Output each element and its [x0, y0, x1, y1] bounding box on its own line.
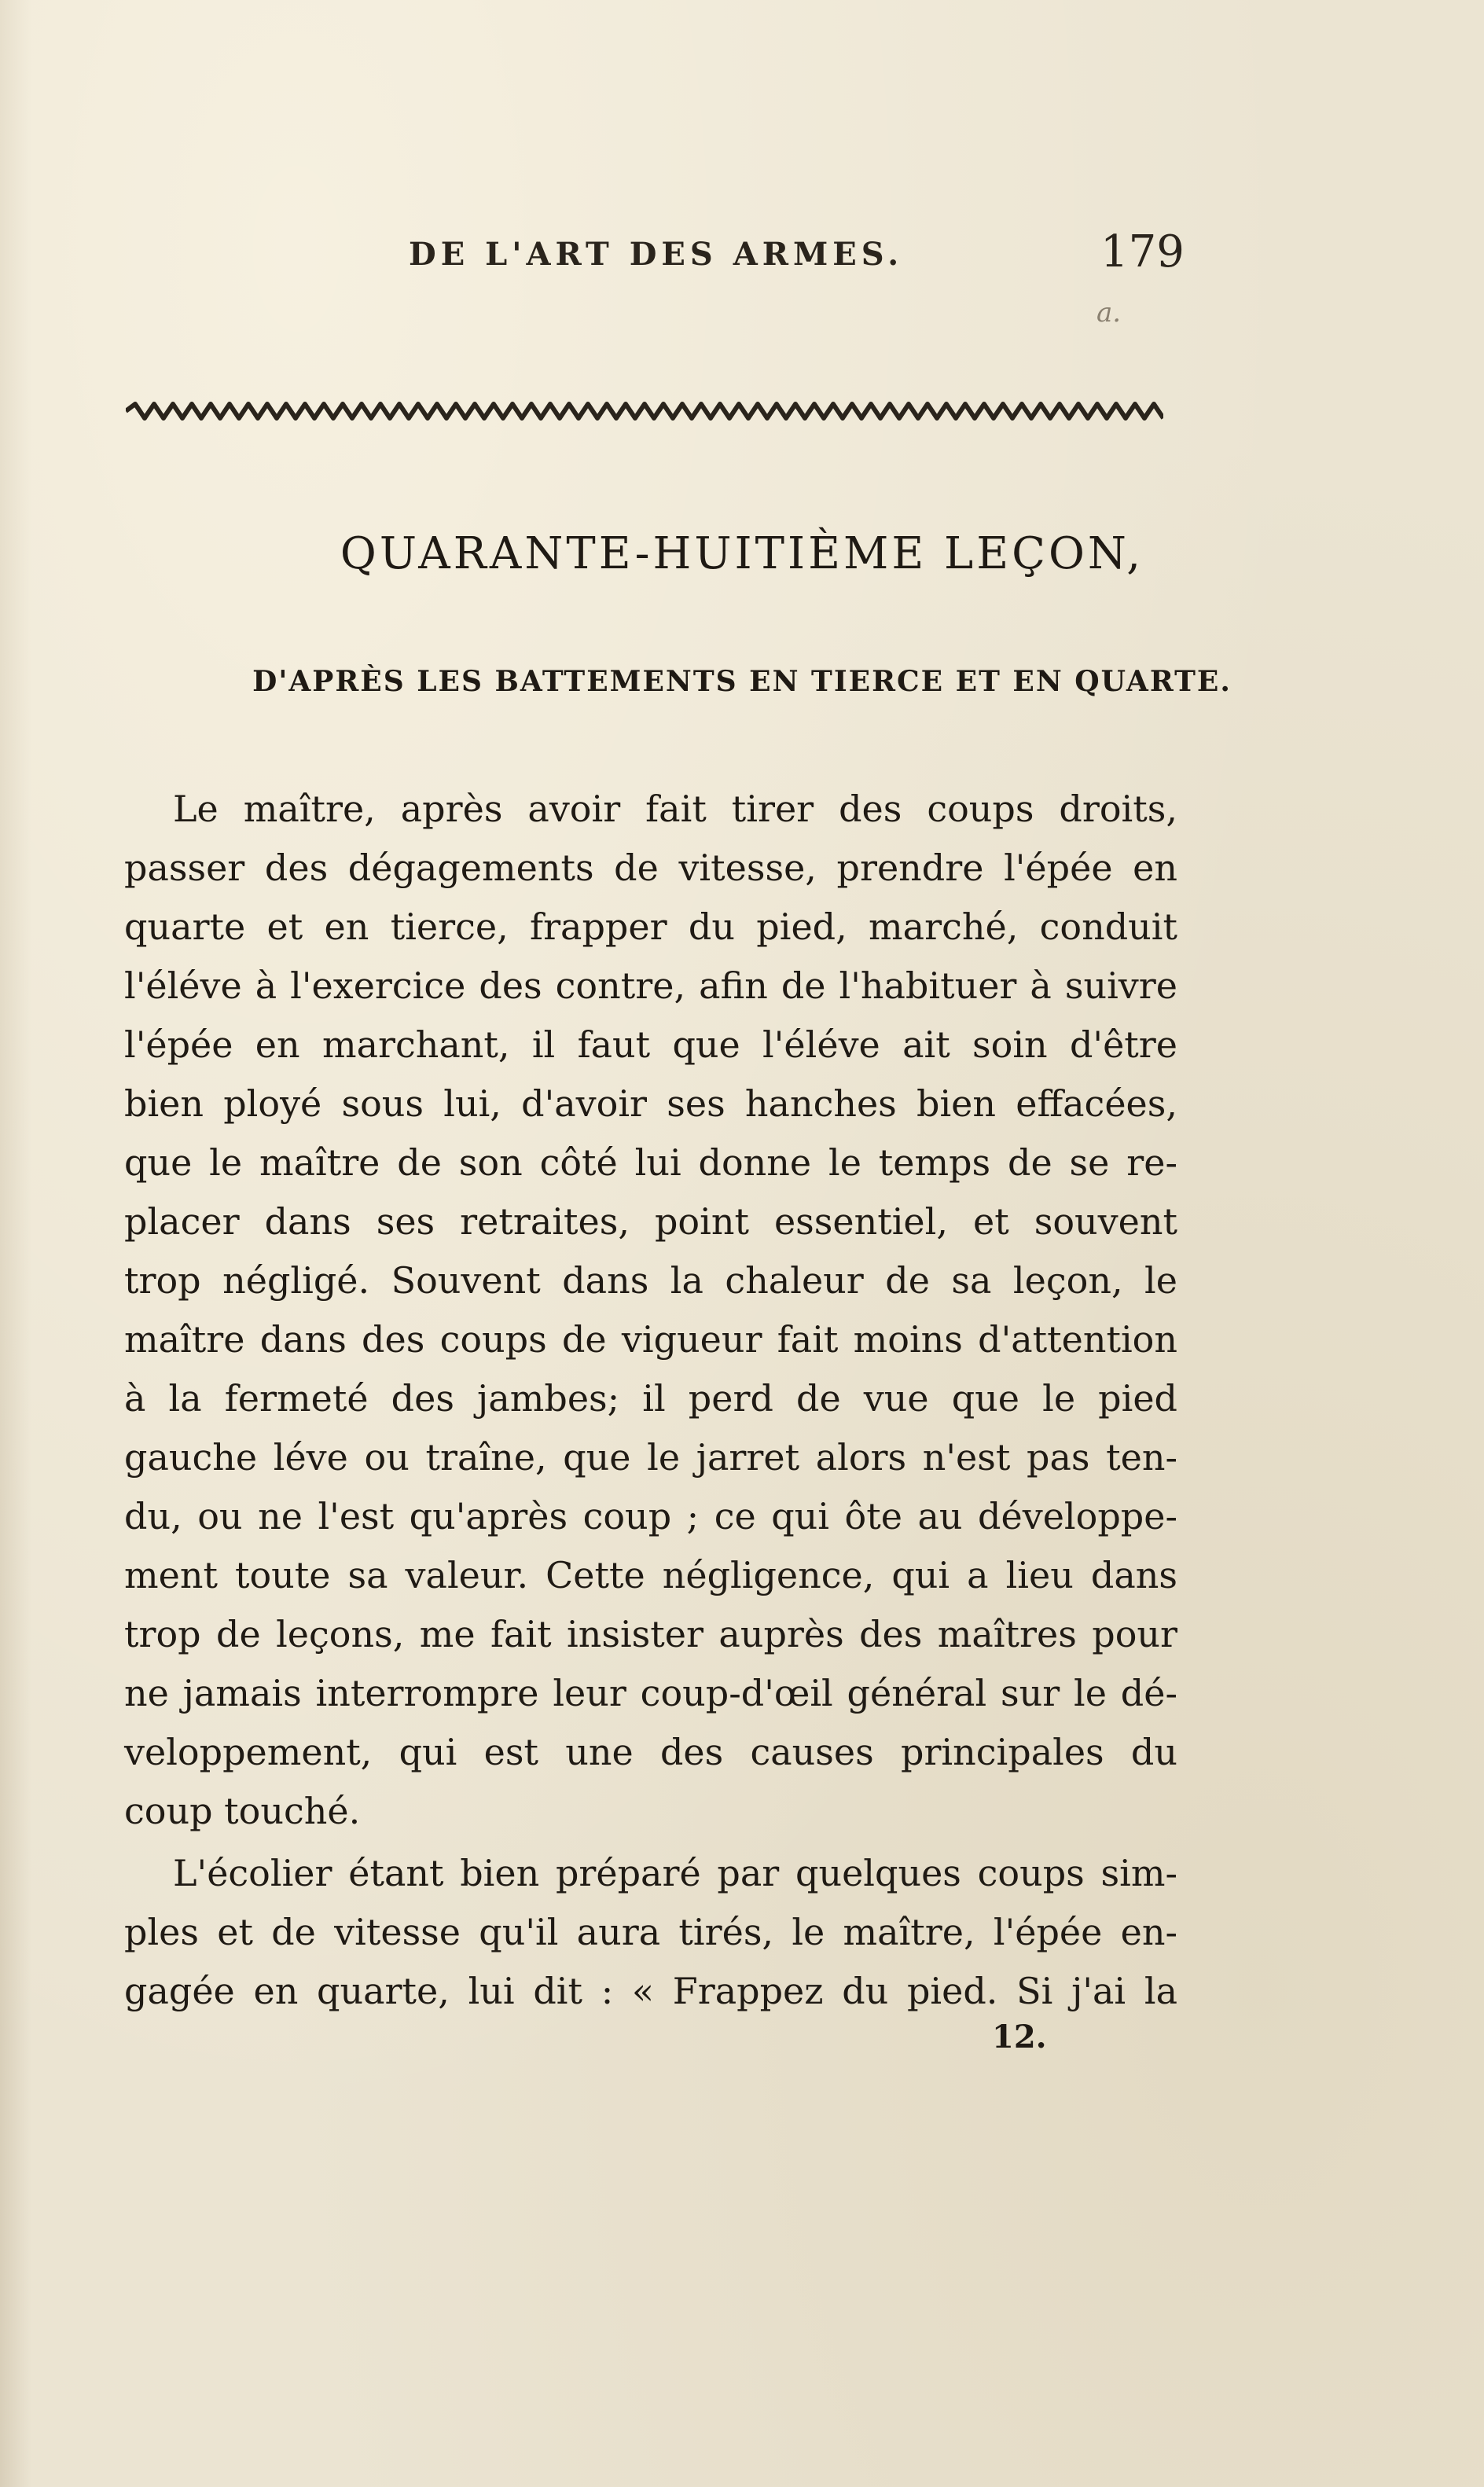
text-line: que le maître de son côté lui donne le temps de se re- [124, 1141, 1177, 1184]
text-line: Le maître, après avoir fait tirer des coups droits, [173, 788, 1177, 830]
text-line: à la fermeté des jambes; il perd de vue que le pied [124, 1377, 1177, 1420]
text-line: ment toute sa valeur. Cette négligence, qui a lieu dans [124, 1554, 1177, 1596]
text-line: trop de leçons, me fait insister auprès des maîtres pour [124, 1613, 1177, 1655]
text-line: maître dans des coups de vigueur fait moins d'attention [124, 1318, 1177, 1361]
text-line: bien ployé sous lui, d'avoir ses hanches bien effacées, [124, 1082, 1177, 1125]
text-line: l'éléve à l'exercice des contre, afin de l'habituer à suivre [124, 964, 1177, 1007]
chapter-subtitle: D'APRÈS LES BATTEMENTS EN TIERCE ET EN QUARTE. [252, 665, 1232, 698]
signature-mark: 12. [992, 2019, 1047, 2055]
body-text [124, 780, 1177, 2021]
folio-mark: a. [1096, 297, 1122, 329]
ornamental-rule [126, 399, 1163, 423]
text-line: l'épée en marchant, il faut que l'éléve ait soin d'être [124, 1023, 1177, 1066]
text-line: ne jamais interrompre leur coup-d'œil général sur le dé- [124, 1672, 1177, 1714]
text-line: coup touché. [124, 1790, 361, 1832]
page-number: 179 [1100, 226, 1185, 277]
text-line: gagée en quarte, lui dit : « Frappez du pied. Si j'ai la [124, 1970, 1177, 2012]
text-line: gauche léve ou traîne, que le jarret alors n'est pas ten- [124, 1436, 1177, 1479]
text-line: quarte et en tierce, frapper du pied, marché, conduit [124, 906, 1177, 948]
text-line: passer des dégagements de vitesse, prendre l'épée en [124, 847, 1177, 889]
text-line: ples et de vitesse qu'il aura tirés, le maître, l'épée en- [124, 1911, 1177, 1953]
running-head: DE L'ART DES ARMES. [409, 236, 904, 273]
text-line: L'écolier étant bien préparé par quelques coups sim- [173, 1852, 1177, 1894]
text-line: veloppement, qui est une des causes principales du [124, 1731, 1177, 1773]
chapter-title: QUARANTE-HUITIÈME LEÇON, [340, 528, 1144, 579]
paragraph-1 [124, 780, 1177, 1841]
text-line: du, ou ne l'est qu'après coup ; ce qui ôte au développe- [124, 1495, 1177, 1537]
paragraph-2 [124, 1844, 1177, 2021]
text-line: placer dans ses retraites, point essentiel, et souvent [124, 1200, 1177, 1243]
text-line: trop négligé. Souvent dans la chaleur de sa leçon, le [124, 1259, 1177, 1302]
